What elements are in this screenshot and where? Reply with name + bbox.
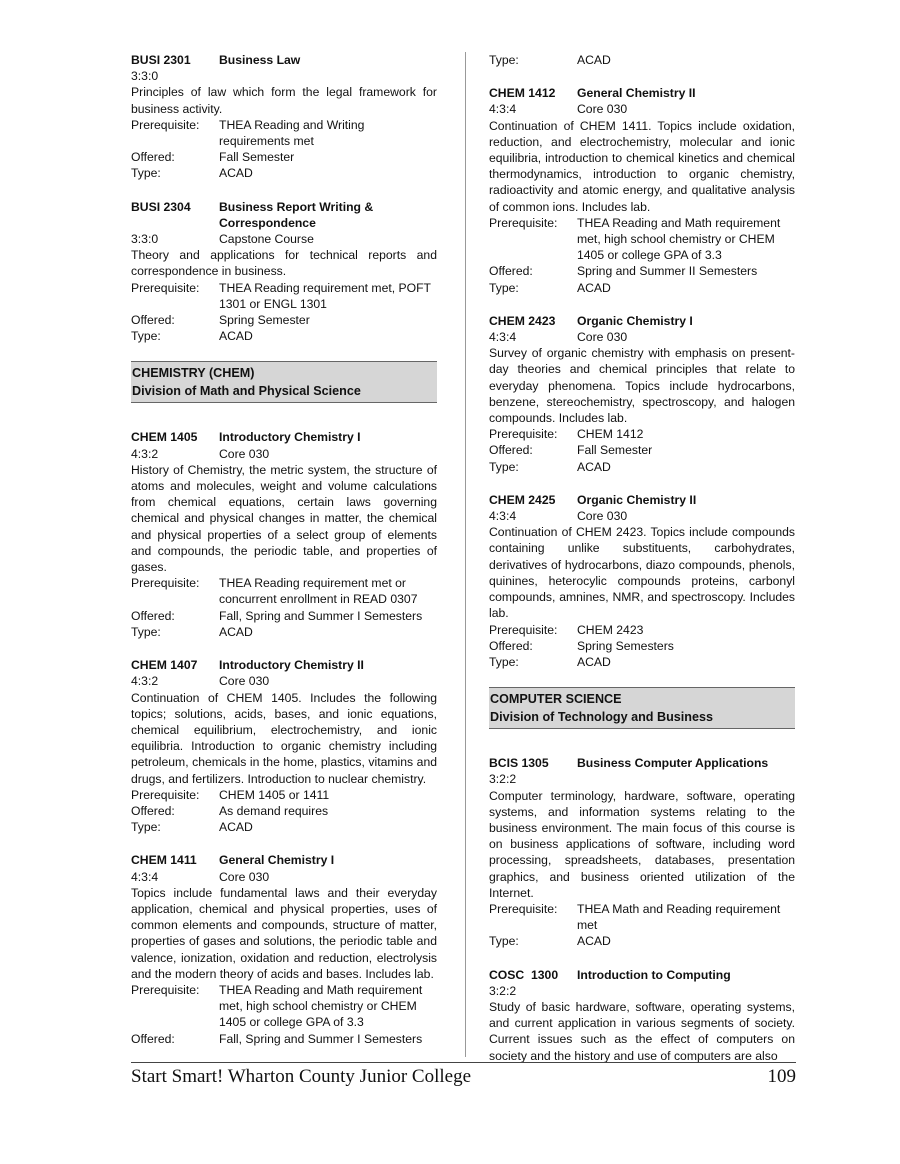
- course-hours-row: [489, 508, 795, 524]
- course-hours: 3:3:0: [131, 69, 159, 84]
- prerequisite-row: [489, 426, 795, 442]
- course-header: [131, 657, 437, 673]
- course-description: Principles of law which form the legal framework for business activity.: [131, 85, 437, 116]
- type-value: ACAD: [219, 624, 253, 639]
- prerequisite-value: THEA Math and Reading requirement met: [577, 901, 781, 933]
- course-header: [131, 52, 437, 68]
- right-column: [489, 52, 795, 1081]
- offered-value: Spring and Summer II Semesters: [577, 264, 758, 279]
- course-hours: 4:3:4: [489, 102, 517, 117]
- course-description: Survey of organic chemistry with emphasis on present-day theories and chemical principles that relate to everyday phenomena. Topics include hydrocarbons, benzene, stereochemistry, spectroscopy, and halogen compounds. Includes lab.: [489, 346, 795, 426]
- course-title: Organic Chemistry I: [577, 313, 693, 328]
- prerequisite-label: Prerequisite:: [489, 901, 558, 916]
- course-description: History of Chemistry, the metric system, the structure of atoms and molecules, weight and volume calculations from chemical equations, certain laws governing chemical and physical changes in matter, the chemical and physical properties of a select group of elements and compounds, the periodic table, and properties of gases.: [131, 462, 437, 575]
- type-value: ACAD: [577, 280, 611, 295]
- course-description: Theory and applications for technical reports and correspondence in business.: [131, 248, 437, 279]
- offered-label: Offered:: [131, 608, 175, 623]
- type-value: ACAD: [219, 329, 253, 344]
- type-label: Type:: [489, 934, 519, 949]
- type-label: Type:: [489, 53, 519, 67]
- prerequisite-row: [489, 622, 795, 638]
- page-number: 109: [767, 1066, 796, 1087]
- offered-row: [131, 1031, 437, 1047]
- section-division: Division of Technology and Business: [490, 710, 713, 725]
- type-row: [489, 933, 795, 949]
- offered-value: Fall, Spring and Summer I Semesters: [219, 608, 423, 623]
- type-value: ACAD: [577, 934, 611, 949]
- course-description: Topics include fundamental laws and their everyday application, chemical and physical properties, uses of common elements and compounds, structure of matter, properties of gases and solutions, the periodic table and valence, ionization, oxidation and reduction, electrolysis and the modern theory of acids and bases. Includes lab.: [131, 885, 437, 981]
- offered-row: [489, 442, 795, 458]
- course-title: Business Law: [219, 53, 301, 67]
- course-core: Core 030: [219, 446, 270, 461]
- course-title: Organic Chemistry II: [577, 492, 697, 507]
- offered-value: Spring Semesters: [577, 638, 674, 653]
- column-divider: [465, 52, 466, 1057]
- course-bcis-1305: [489, 755, 795, 949]
- offered-row: [489, 263, 795, 279]
- prerequisite-row: [131, 575, 437, 607]
- course-code: CHEM 1411: [131, 853, 197, 868]
- prerequisite-value: THEA Reading and Math requirement met, high school chemistry or CHEM 1405 or college GPA of 3.3: [219, 982, 423, 1030]
- type-row: [489, 280, 795, 296]
- course-description: Continuation of CHEM 2423. Topics include compounds containing unlike substituents, carbohydrates, derivatives of hydrocarbons, diazo compounds, phenols, quinines, heterocylic compounds proteins, carbonyl compounds, amnines, NMR, and spectroscopy. Includes lab.: [489, 525, 795, 621]
- offered-label: Offered:: [489, 638, 533, 653]
- offered-row: [131, 608, 437, 624]
- prerequisite-row: [131, 982, 437, 1031]
- course-core: Core 030: [219, 674, 270, 689]
- course-hours: 4:3:2: [131, 446, 159, 461]
- type-row: [131, 328, 437, 344]
- prerequisite-value: CHEM 1405 or 1411: [219, 787, 330, 802]
- course-chem-2425: [489, 492, 795, 670]
- course-header: [489, 755, 795, 771]
- offered-label: Offered:: [131, 313, 175, 328]
- type-label: Type:: [131, 166, 161, 181]
- offered-row: [489, 638, 795, 654]
- course-hours-row: [489, 771, 795, 787]
- type-label: Type:: [131, 624, 161, 639]
- course-hours: 4:3:2: [131, 674, 159, 689]
- course-code: CHEM 2425: [489, 492, 556, 507]
- offered-value: Spring Semester: [219, 313, 310, 328]
- prerequisite-value: THEA Reading and Writing requirements met: [219, 117, 365, 149]
- course-core: Core 030: [577, 102, 628, 117]
- prerequisite-row: [131, 787, 437, 803]
- offered-row: [131, 312, 437, 328]
- course-title: General Chemistry I: [219, 853, 335, 868]
- type-label: Type:: [131, 820, 161, 835]
- section-title: CHEMISTRY (CHEM): [132, 366, 255, 381]
- course-hours-row: [131, 869, 437, 885]
- course-core: Capstone Course: [219, 232, 314, 247]
- type-row: [489, 459, 795, 475]
- type-row: [131, 165, 437, 181]
- course-busi-2304: [131, 199, 437, 345]
- course-hours: 4:3:4: [131, 869, 159, 884]
- prerequisite-row: [489, 215, 795, 264]
- course-code: COSC 1300: [489, 967, 559, 982]
- type-value: ACAD: [577, 459, 611, 474]
- offered-label: Offered:: [131, 1031, 175, 1046]
- offered-value: Fall, Spring and Summer I Semesters: [219, 1031, 423, 1046]
- course-title: Business Computer Applications: [577, 756, 769, 771]
- course-hours-row: [489, 983, 795, 999]
- type-value: ACAD: [577, 654, 611, 669]
- course-hours: 4:3:4: [489, 509, 517, 524]
- offered-label: Offered:: [131, 803, 175, 818]
- type-label: Type:: [489, 654, 519, 669]
- section-header-computer-science: [489, 687, 795, 729]
- course-title: Introductory Chemistry II: [219, 658, 364, 673]
- course-code: BUSI 2304: [131, 199, 191, 214]
- course-hours-row: [131, 446, 437, 462]
- course-chem-1412: [489, 85, 795, 296]
- course-title: General Chemistry II: [577, 86, 696, 101]
- type-value: ACAD: [219, 166, 253, 181]
- course-hours-row: [489, 329, 795, 345]
- course-core: Core 030: [577, 509, 628, 524]
- course-code: BCIS 1305: [489, 756, 549, 771]
- course-code: BUSI 2301: [131, 53, 191, 67]
- course-header: [489, 313, 795, 329]
- prerequisite-label: Prerequisite:: [131, 117, 200, 132]
- offered-label: Offered:: [489, 443, 533, 458]
- section-division: Division of Math and Physical Science: [132, 384, 361, 399]
- prerequisite-row: [489, 901, 795, 933]
- prerequisite-label: Prerequisite:: [489, 427, 558, 442]
- course-description: Continuation of CHEM 1411. Topics include oxidation, reduction, and electrochemistry, molecular and ionic equilibria, introduction to chemical kinetics and chemical thermodynamics, introduction to organic chemistry, radioactivity and atomic energy, and qualitative analysis of common ions. Includes lab.: [489, 118, 795, 214]
- prerequisite-value: THEA Reading requirement met, POFT 1301 or ENGL 1301: [219, 280, 431, 311]
- course-description: Computer terminology, hardware, software, operating systems, and information systems relating to the business environment. The main focus of this course is on business applications of software, including word processing, spreadsheets, databases, presentation graphics, and business oriented utilization of the Internet.: [489, 788, 795, 900]
- course-core: Core 030: [219, 869, 270, 884]
- prerequisite-label: Prerequisite:: [131, 576, 200, 591]
- offered-row: [131, 149, 437, 165]
- course-code: CHEM 1405: [131, 430, 198, 445]
- course-hours-row: [131, 231, 437, 247]
- course-header: [131, 199, 437, 231]
- prerequisite-value: THEA Reading requirement met or concurrent enrollment in READ 0307: [219, 576, 418, 607]
- type-label: Type:: [489, 280, 519, 295]
- prerequisite-label: Prerequisite:: [131, 982, 200, 997]
- offered-label: Offered:: [131, 150, 175, 165]
- course-hours-row: [131, 673, 437, 689]
- offered-value: As demand requires: [219, 803, 329, 818]
- left-column: [131, 52, 437, 1064]
- course-chem-1407: [131, 657, 437, 835]
- type-row: [131, 819, 437, 835]
- course-code: CHEM 1407: [131, 658, 198, 673]
- course-hours: 3:2:2: [489, 772, 517, 787]
- type-row: [489, 654, 795, 670]
- prerequisite-row: [131, 117, 437, 149]
- section-header-chemistry: [131, 361, 437, 403]
- course-description: Continuation of CHEM 1405. Includes the following topics; solutions, acids, bases, and ionic equations, chemical equilibrium, electrochemistry, and ionic equilibria. Introduction to organic chemistry including petroleum, chemicals in the home, plastics, vitamins and drugs, and fertilizers. Introduction to nuclear chemistry.: [131, 690, 437, 786]
- type-value: ACAD: [219, 820, 253, 835]
- course-core: Core 030: [577, 330, 628, 345]
- course-header: [489, 492, 795, 508]
- course-title: Introductory Chemistry I: [219, 430, 361, 445]
- prerequisite-value: CHEM 1412: [577, 427, 644, 442]
- type-label: Type:: [131, 329, 161, 344]
- course-hours: 4:3:4: [489, 330, 517, 345]
- type-value: ACAD: [577, 53, 611, 67]
- type-label: Type:: [489, 459, 519, 474]
- course-hours-row: [489, 101, 795, 117]
- course-busi-2301: [131, 52, 437, 182]
- course-header: [131, 852, 437, 868]
- prerequisite-label: Prerequisite:: [131, 787, 200, 802]
- course-chem-1411: [131, 852, 437, 1046]
- offered-label: Offered:: [489, 264, 533, 279]
- footer-title: Start Smart! Wharton County Junior College: [131, 1066, 472, 1087]
- course-title: Business Report Writing & Correspondence: [219, 199, 374, 230]
- course-code: CHEM 2423: [489, 313, 556, 328]
- course-continued-type: [489, 52, 795, 68]
- course-header: [489, 967, 795, 983]
- section-title: COMPUTER SCIENCE: [490, 692, 622, 707]
- type-row: [131, 624, 437, 640]
- prerequisite-label: Prerequisite:: [489, 215, 558, 230]
- course-chem-2423: [489, 313, 795, 475]
- course-chem-1405: [131, 429, 437, 640]
- prerequisite-value: THEA Reading and Math requirement met, high school chemistry or CHEM 1405 or college GPA of 3.3: [577, 215, 781, 263]
- course-title: Introduction to Computing: [577, 967, 731, 982]
- course-hours-row: [131, 68, 437, 84]
- course-header: [489, 85, 795, 101]
- course-hours: 3:2:2: [489, 983, 517, 998]
- course-hours: 3:3:0: [131, 232, 159, 247]
- prerequisite-value: CHEM 2423: [577, 622, 644, 637]
- course-cosc-1300: [489, 967, 795, 1064]
- course-header: [131, 429, 437, 445]
- course-description: Study of basic hardware, software, operating systems, and current application in various segments of society. Current issues such as the effect of computers on society and the history and use of computers are also: [489, 999, 795, 1063]
- type-row: [489, 52, 795, 68]
- course-code: CHEM 1412: [489, 86, 556, 101]
- offered-row: [131, 803, 437, 819]
- footer-rule: [131, 1062, 796, 1063]
- offered-value: Fall Semester: [219, 150, 295, 165]
- prerequisite-row: [131, 280, 437, 312]
- prerequisite-label: Prerequisite:: [489, 622, 558, 637]
- offered-value: Fall Semester: [577, 443, 653, 458]
- prerequisite-label: Prerequisite:: [131, 280, 200, 295]
